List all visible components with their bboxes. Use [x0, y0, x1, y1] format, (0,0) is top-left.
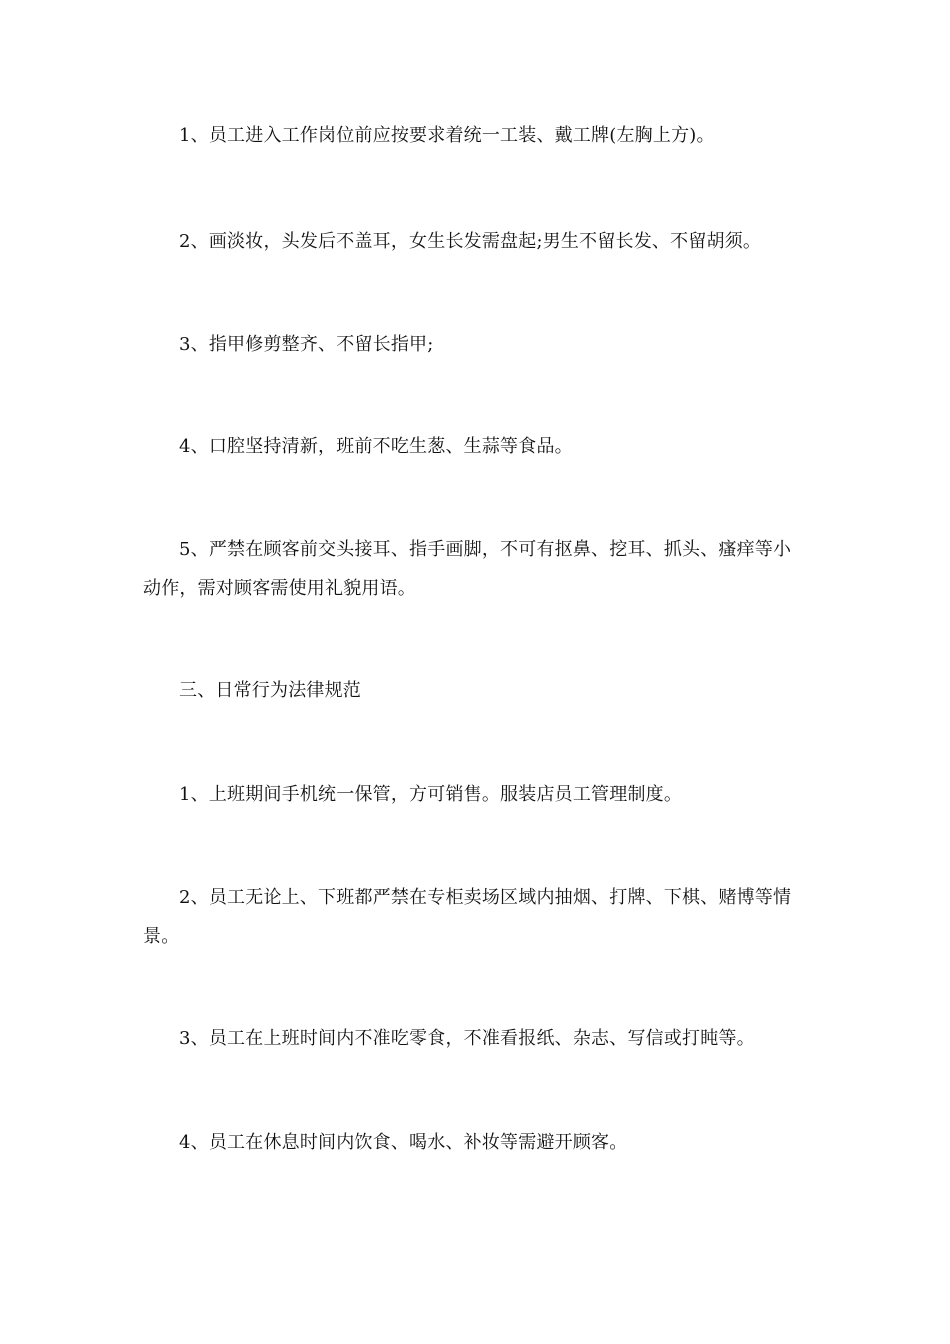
- paragraph-break-time: 4、员工在休息时间内饮食、喝水、补妆等需避开顾客。: [179, 1132, 628, 1153]
- paragraph-dress-code: 1、员工进入工作岗位前应按要求着统一工装、戴工牌(左胸上方)。: [179, 125, 715, 146]
- paragraph-snacks-reading: 3、员工在上班时间内不准吃零食，不准看报纸、杂志、写信或打盹等。: [179, 1028, 755, 1049]
- paragraph-smoking-gambling: 2、员工无论上、下班都严禁在专柜卖场区域内抽烟、打牌、下棋、赌博等情景。: [143, 887, 792, 947]
- paragraph-oral-hygiene: 4、口腔坚持清新，班前不吃生葱、生蒜等食品。: [179, 436, 573, 457]
- paragraph-makeup-hair: 2、画淡妆，头发后不盖耳，女生长发需盘起;男生不留长发、不留胡须。: [179, 231, 762, 252]
- section-heading-daily-conduct: 三、日常行为法律规范: [179, 680, 361, 701]
- paragraph-phone-policy: 1、上班期间手机统一保管，方可销售。服装店员工管理制度。: [179, 784, 683, 805]
- paragraph-behavior-before-customers: 5、严禁在顾客前交头接耳、指手画脚，不可有抠鼻、挖耳、抓头、瘙痒等小动作，需对顾客需使用礼貌用语。: [143, 539, 792, 599]
- paragraph-nails: 3、指甲修剪整齐、不留长指甲;: [179, 334, 434, 355]
